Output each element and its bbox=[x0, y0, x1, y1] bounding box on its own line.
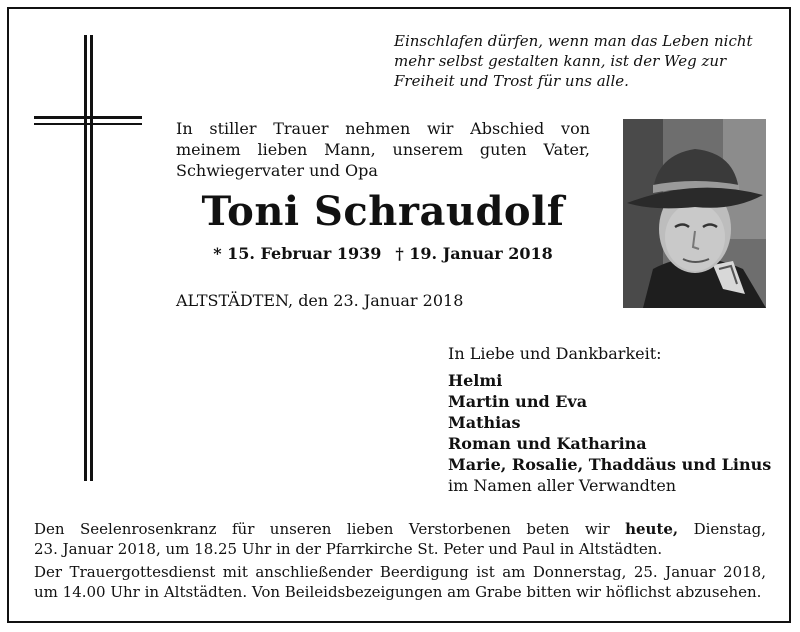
deceased-name: Toni Schraudolf bbox=[201, 188, 565, 235]
birth-date: * 15. Februar 1939 bbox=[213, 244, 382, 263]
cross-vertical-bar bbox=[84, 35, 87, 481]
family-member: Marie, Rosalie, Thaddäus und Linus bbox=[448, 455, 772, 474]
signoff-block bbox=[448, 343, 778, 496]
place-and-date: ALTSTÄDTEN, den 23. Januar 2018 bbox=[176, 291, 464, 310]
death-date: † 19. Januar 2018 bbox=[395, 244, 553, 263]
family-member: Martin und Eva bbox=[448, 392, 588, 411]
intro-line: Schwiegervater und Opa bbox=[176, 161, 378, 180]
life-dates bbox=[176, 243, 590, 265]
rosary-notice bbox=[34, 519, 766, 559]
cross-horizontal-bar bbox=[34, 116, 142, 119]
family-member: Mathias bbox=[448, 413, 521, 432]
intro-text bbox=[176, 118, 590, 181]
family-member: Helmi bbox=[448, 371, 503, 390]
rosary-weekday: Dienstag, bbox=[678, 520, 766, 538]
intro-line: In stiller Trauer nehmen wir Abschied von bbox=[176, 119, 590, 138]
intro-line: meinem lieben Mann, unserem guten Vater, bbox=[176, 140, 590, 159]
cross-vertical-bar-inner bbox=[90, 35, 93, 481]
relatives-note: im Namen aller Verwandten bbox=[448, 476, 677, 495]
rosary-text: Den Seelenrosenkranz für unseren lieben Verstorbenen beten wir bbox=[34, 520, 626, 538]
funeral-notice bbox=[34, 562, 766, 602]
rosary-today: heute, bbox=[625, 520, 679, 538]
epigraph-quote: Einschlafen dürfen, wenn man das Leben nicht mehr selbst gestalten kann, ist der Weg zur Freiheit und Trost für uns alle. bbox=[394, 32, 753, 90]
portrait-photo bbox=[623, 119, 766, 308]
signoff-lead: In Liebe und Dankbarkeit: bbox=[448, 344, 662, 363]
cross-horizontal-bar-inner bbox=[34, 123, 142, 125]
family-member: Roman und Katharina bbox=[448, 434, 647, 453]
rosary-line-1 bbox=[34, 519, 766, 539]
rosary-line-2: 23. Januar 2018, um 18.25 Uhr in der Pfarrkirche St. Peter und Paul in Altstädten. bbox=[34, 540, 663, 558]
portrait-photo-drawing bbox=[623, 119, 766, 308]
funeral-line-1: Der Trauergottesdienst mit anschließender Beerdigung ist am Donnerstag, 25. Januar 2018, bbox=[34, 563, 766, 581]
funeral-line-2: um 14.00 Uhr in Altstädten. Von Beileidsbezeigungen am Grabe bitten wir höflichst abzusehen. bbox=[34, 583, 762, 601]
